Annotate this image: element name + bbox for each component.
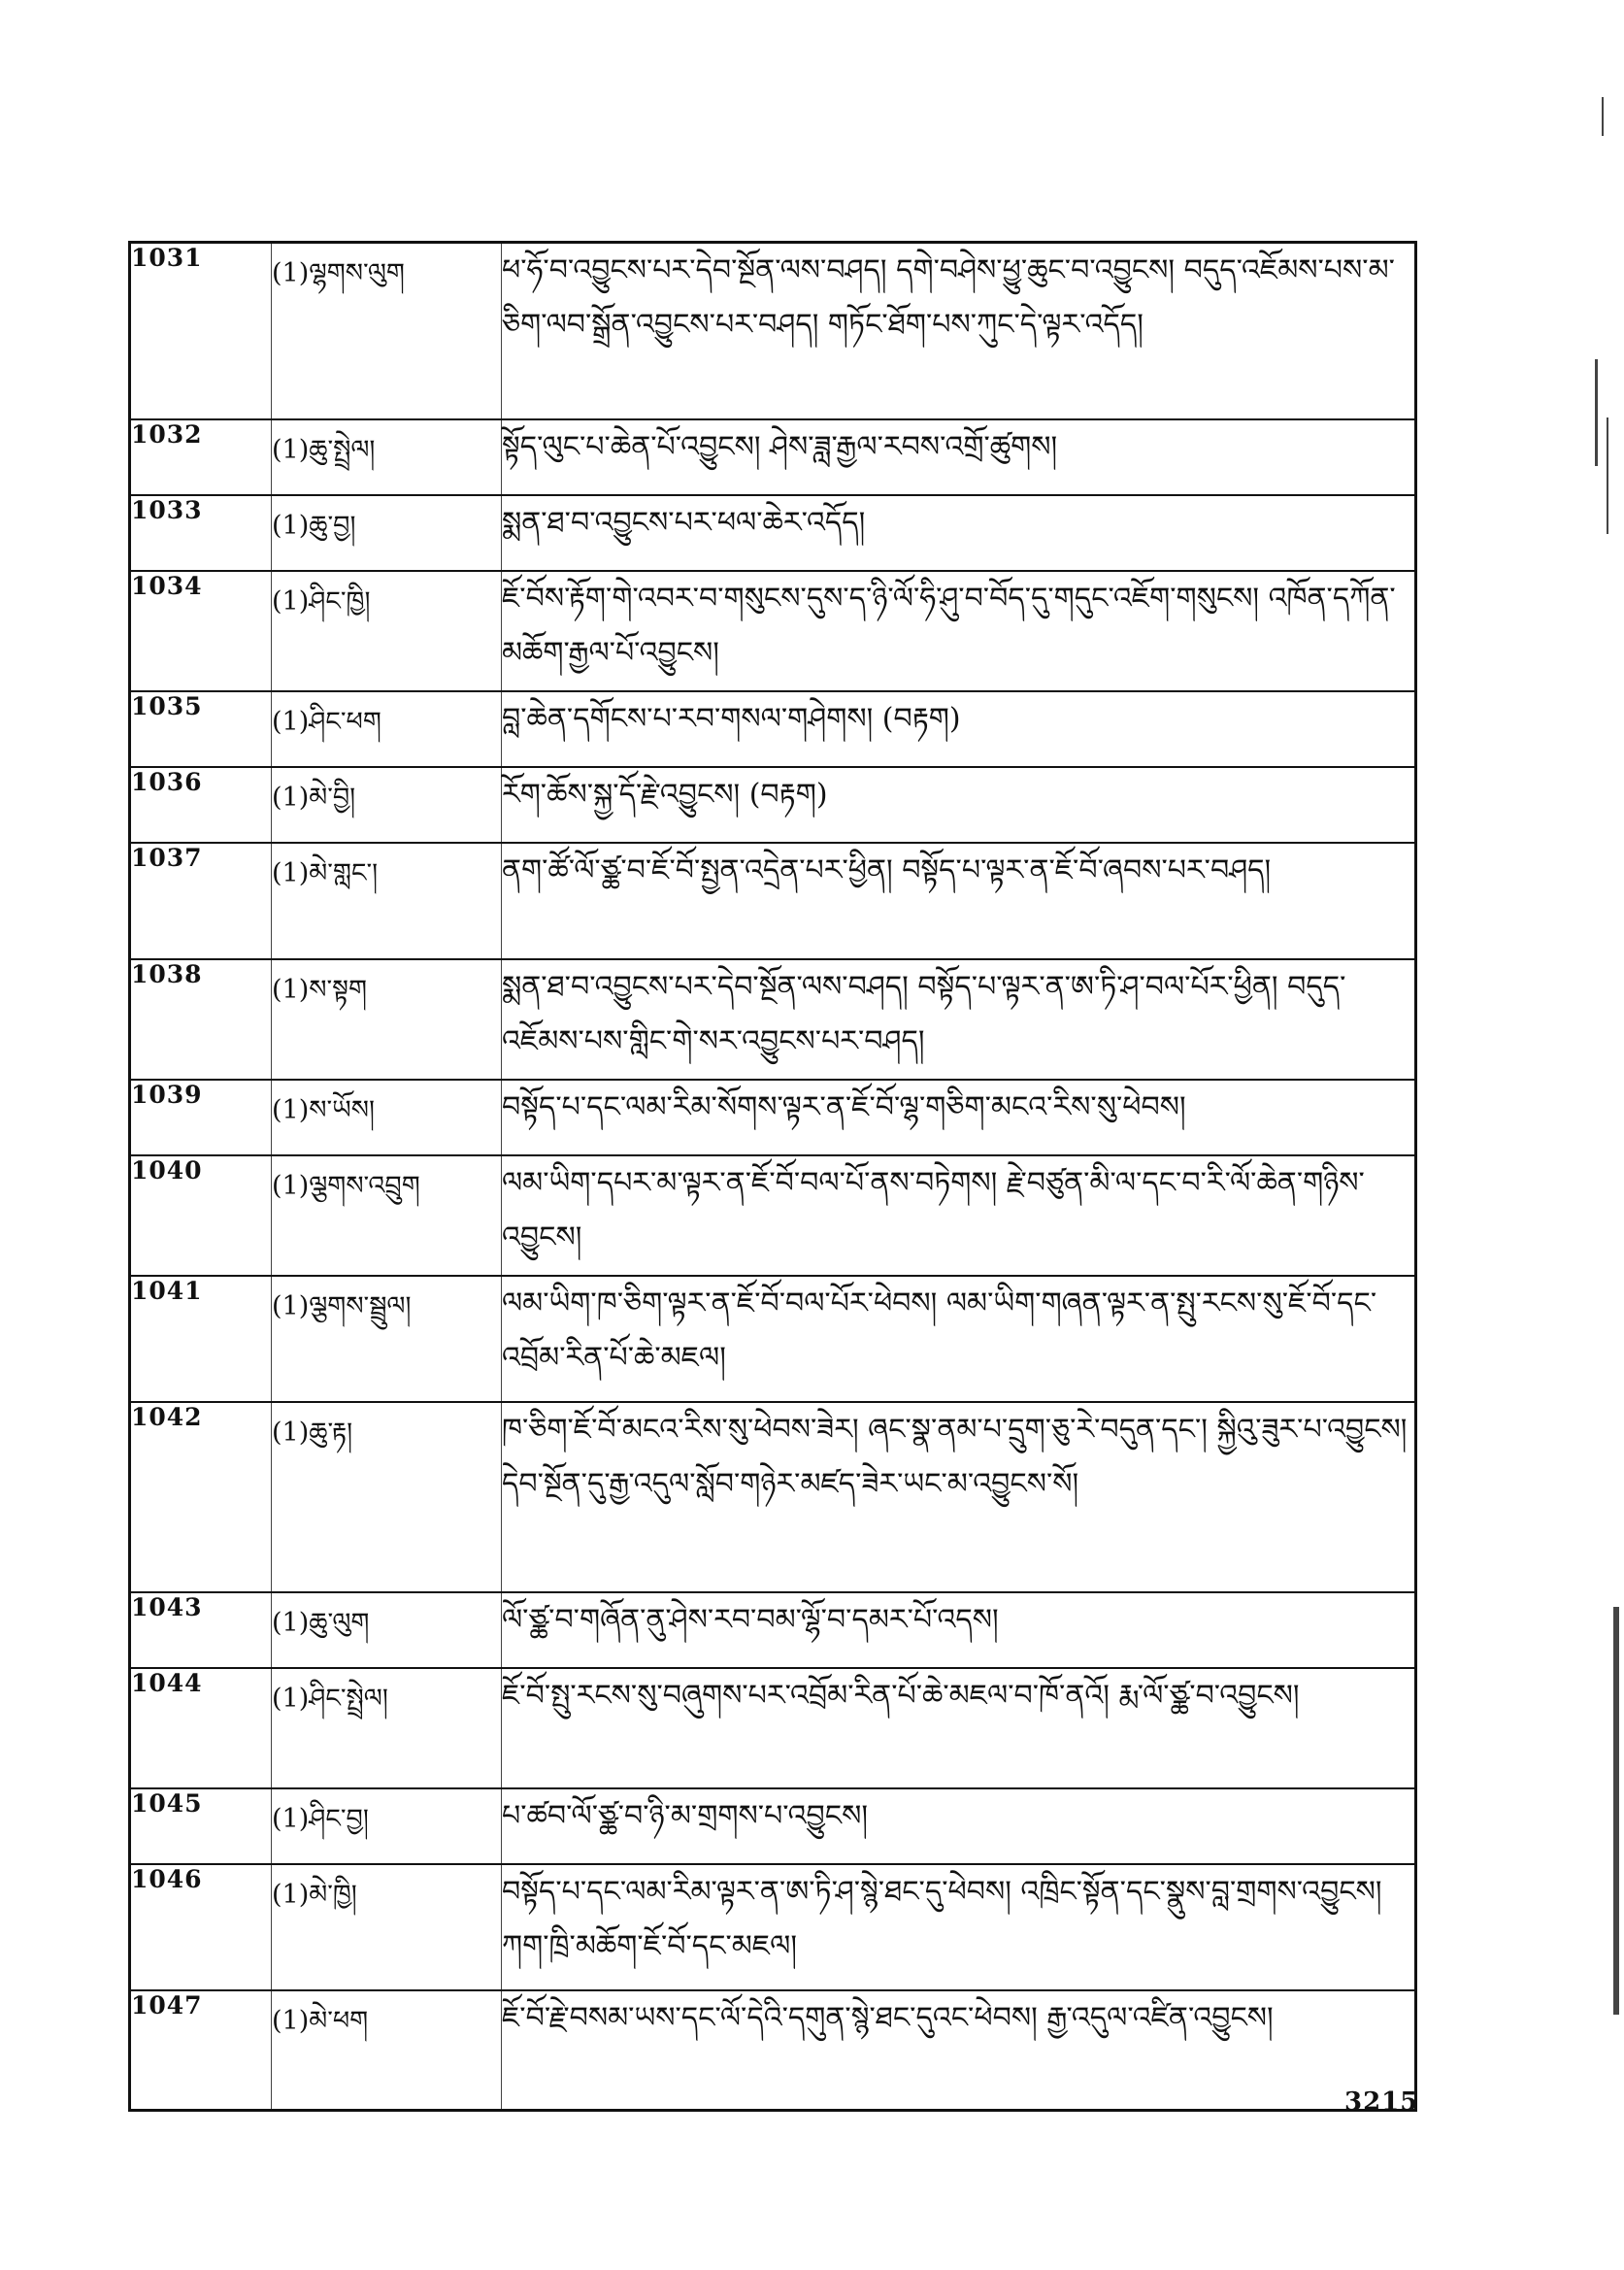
entry-text: རོག་ཆོས་སྐྱ་དོ་རྗེ་འབྱུངས། (བརྟག) (502, 767, 1416, 843)
chronology-table (128, 241, 1417, 2112)
entry-number: 1041 (130, 1276, 272, 1402)
entry-year-label: (1)ས་ཡོས། (272, 1080, 502, 1155)
table-row (130, 959, 1416, 1080)
entry-text: ལམ་ཡིག་དཔར་མ་ལྟར་ན་ཇོ་བོ་བལ་པོ་ནས་བཏེགས། རྗེ་བཙུན་མི་ལ་དང་བ་རི་ལོ་ཆེན་གཉིས་འབྱུངས། (502, 1155, 1416, 1276)
entry-text: ཇོ་བོ་སྤུ་རངས་སུ་བཞུགས་པར་འབྲོམ་རིན་པོ་ཆེ་མཇལ་བ་ཁོ་ནའོ། རྨ་ལོ་ཙྪ་བ་འབྱུངས། (502, 1668, 1416, 1788)
entry-year-label: (1)མེ་ཕག (272, 1990, 502, 2111)
entry-year-label: (1)མེ་ཁྱི། (272, 1864, 502, 1990)
entry-text: ནག་ཚོ་ལོ་ཙྪ་བ་ཇོ་བོ་སྤྱན་འདྲེན་པར་ཕྱིན། བསྟོད་པ་ལྟར་ན་ཇོ་བོ་ཞབས་པར་བཤད། (502, 843, 1416, 959)
margin-mark-binding-edge (1613, 1607, 1619, 2015)
table-row (130, 1990, 1416, 2111)
entry-year-label: (1)ཆུ་རྟ། (272, 1402, 502, 1592)
entry-number: 1047 (130, 1990, 272, 2111)
entry-number: 1032 (130, 419, 272, 495)
table-row (130, 495, 1416, 571)
table-row (130, 1592, 1416, 1668)
entry-text: ཕ་ཧོ་བ་འབྱུངས་པར་དེབ་སྔོན་ལས་བཤད། དགེ་བཤེས་ཕྱུ་ཆུང་བ་འབྱུངས། བདུད་འཇོམས་པས་མ་ཅིག་ལབ་སྒྲོན་འབྱུངས་པར་བཤད། གཏོང་ཐོག་པས་ཀུང་དེ་ལྟར་འདོད། (502, 243, 1416, 419)
entry-number: 1046 (130, 1864, 272, 1990)
entry-text: བསྟོད་པ་དང་ལམ་རིམ་ལྟར་ན་ཨ་ཏི་ཤ་སྙེ་ཐང་དུ་ཕེབས། འཁྲིང་སྟོན་དང་སྣུས་བླ་གྲགས་འབྱུངས། ཀག་ཁྲི་མཆོག་ཇོ་བོ་དང་མཇལ། (502, 1864, 1416, 1990)
table-row (130, 243, 1416, 419)
table-row (130, 1668, 1416, 1788)
entry-text: པ་ཚབ་ལོ་ཙྪ་བ་ཉི་མ་གྲགས་པ་འབྱུངས། (502, 1788, 1416, 1864)
entry-text: ལམ་ཡིག་ཁ་ཅིག་ལྟར་ན་ཇོ་བོ་བལ་པོར་ཕེབས། ལམ་ཡིག་གཞན་ལྟར་ན་སྤུ་རངས་སུ་ཇོ་བོ་དང་འབྲོམ་རིན་པོ་ཆེ་མཇལ། (502, 1276, 1416, 1402)
entry-year-label: (1)ཤིང་བྱ། (272, 1788, 502, 1864)
entry-number: 1037 (130, 843, 272, 959)
entry-year-label: (1)མེ་གླང་། (272, 843, 502, 959)
entry-number: 1034 (130, 571, 272, 691)
entry-number: 1045 (130, 1788, 272, 1864)
entry-number: 1040 (130, 1155, 272, 1276)
entry-text: བསྟོད་པ་དང་ལམ་རིམ་སོགས་ལྟར་ན་ཇོ་བོ་ལྷ་གཅིག་མངའ་རིས་སུ་ཕེབས། (502, 1080, 1416, 1155)
entry-year-label: (1)ཆུ་བྱ། (272, 495, 502, 571)
table-row (130, 571, 1416, 691)
entry-number: 1038 (130, 959, 272, 1080)
entry-year-label: (1)ཤིང་སྤྲེལ། (272, 1668, 502, 1788)
entry-text: བླ་ཆེན་དགོངས་པ་རབ་གསལ་གཤེགས། (བརྟག) (502, 691, 1416, 767)
table-row (130, 767, 1416, 843)
table-row (130, 1402, 1416, 1592)
entry-year-label: (1)ལྕགས་སྦྲུལ། (272, 1276, 502, 1402)
table-row (130, 843, 1416, 959)
entry-number: 1043 (130, 1592, 272, 1668)
entry-text: ཇོ་བོ་རྗེ་བསམ་ཡས་དང་ལོ་དེའི་དགུན་སྙེ་ཐང་དུའང་ཕེབས། རྒྱ་འདུལ་འཛིན་འབྱུངས། (502, 1990, 1416, 2111)
entry-text: ཇོ་བོས་རྟོག་གེ་འབར་བ་གསུངས་དུས་ད་ཉི་ལོ་ཧི་ཤུ་བ་བོད་དུ་གདུང་འཇོག་གསུངས། འཁོན་དཀོན་མཆོག་རྒྱལ་པོ་འབྱུངས། (502, 571, 1416, 691)
table-row (130, 1864, 1416, 1990)
entry-number: 1036 (130, 767, 272, 843)
entry-year-label: (1)ཤིང་ཕག (272, 691, 502, 767)
entry-year-label: (1)ཆུ་སྤྲེལ། (272, 419, 502, 495)
entry-year-label: (1)ལྕགས་འབྲུག (272, 1155, 502, 1276)
table-row (130, 419, 1416, 495)
entry-text: ལོ་ཙྪ་བ་གཞོན་ནུ་ཤེས་རབ་བམ་ལྷོ་བ་དམར་པོ་འདས། (502, 1592, 1416, 1668)
entry-text: སྨན་ཐ་བ་འབྱུངས་པར་ཕལ་ཆེར་འདོད། (502, 495, 1416, 571)
entry-year-label: (1)མེ་བྱི། (272, 767, 502, 843)
entry-text: སྨན་ཐ་བ་འབྱུངས་པར་དེབ་སྔོན་ལས་བཤད། བསྟོད་པ་ལྟར་ན་ཨ་ཏི་ཤ་བལ་པོར་ཕྱིན། བདུད་འཇོམས་པས་གླིང་གེ་སར་འབྱུངས་པར་བཤད། (502, 959, 1416, 1080)
margin-mark-mid-right-2 (1607, 417, 1608, 534)
entry-number: 1044 (130, 1668, 272, 1788)
entry-number: 1033 (130, 495, 272, 571)
entry-text: སྟོད་ལུང་པ་ཆེན་པོ་འབྱུངས། ཤེས་ཟླ་རྒྱལ་རབས་འགྲོ་ཚུགས། (502, 419, 1416, 495)
entry-number: 1042 (130, 1402, 272, 1592)
table-row (130, 1155, 1416, 1276)
entry-text: ཁ་ཅིག་ཇོ་བོ་མངའ་རིས་སུ་ཕེབས་ཟེར། ཞང་སྣ་ནམ་པ་དྲུག་ཅུ་རེ་བདུན་དང་། སྐྱིའུ་ཟུར་པ་འབྱུངས། དེབ་སྔོན་དུ་རྒྱ་འདུལ་སློབ་གཉེར་མཛད་ཟེར་ཡང་མ་འབྱུངས་སོ། (502, 1402, 1416, 1592)
table-row (130, 1080, 1416, 1155)
entry-number: 1031 (130, 243, 272, 419)
margin-mark-top-right (1602, 97, 1604, 136)
margin-mark-mid-right-1 (1595, 359, 1598, 466)
entry-year-label: (1)ལྷགས་ལུག (272, 243, 502, 419)
chronology-table-body (130, 243, 1416, 2111)
chronology-table-frame (128, 241, 1414, 2056)
entry-year-label: (1)ས་སྟག (272, 959, 502, 1080)
entry-year-label: (1)ཆུ་ལུག (272, 1592, 502, 1668)
table-row (130, 1276, 1416, 1402)
page-number: 3215 (1344, 2087, 1419, 2117)
table-row (130, 691, 1416, 767)
entry-number: 1039 (130, 1080, 272, 1155)
entry-number: 1035 (130, 691, 272, 767)
table-row (130, 1788, 1416, 1864)
entry-year-label: (1)ཤིང་ཁྱི། (272, 571, 502, 691)
